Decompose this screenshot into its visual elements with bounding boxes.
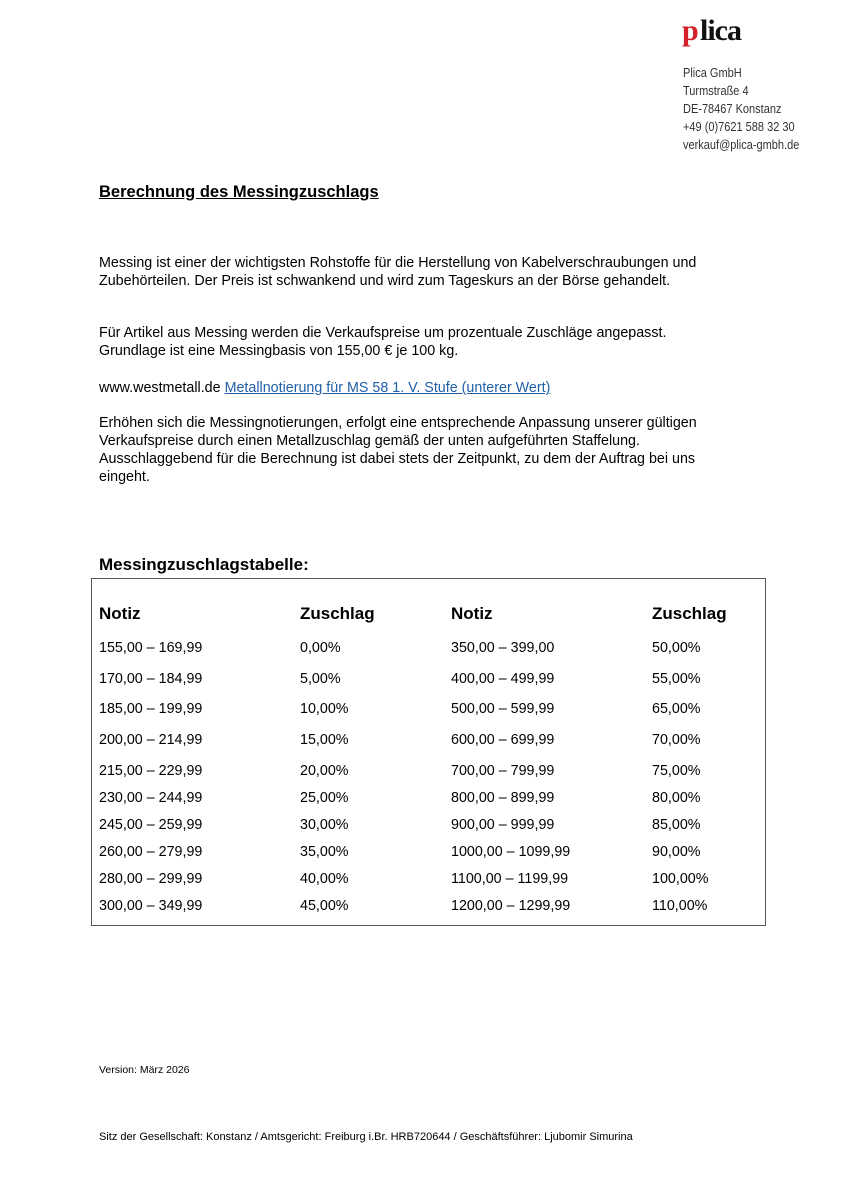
table-cell-notiz-a: 245,00 – 259,99 bbox=[99, 817, 203, 833]
adjustment-line-2: Verkaufspreise durch einen Metallzuschlag gemäß der unten aufgeführten Staffelung. bbox=[99, 433, 640, 449]
company-city: DE-78467 Konstanz bbox=[683, 102, 782, 116]
footer-legal: Sitz der Gesellschaft: Konstanz / Amtsgericht: Freiburg i.Br. HRB720644 / Geschäftsführer: Ljubomir Simurina bbox=[99, 1131, 633, 1143]
table-header-notiz-2: Notiz bbox=[451, 604, 493, 623]
svg-text:p: p bbox=[682, 18, 698, 47]
intro-paragraph bbox=[99, 254, 779, 290]
table-cell-zuschlag-a: 5,00% bbox=[300, 671, 341, 687]
company-phone: +49 (0)7621 588 32 30 bbox=[683, 120, 795, 134]
table-cell-notiz-b: 1200,00 – 1299,99 bbox=[451, 898, 571, 914]
intro-line-1: Messing ist einer der wichtigsten Rohstoffe für die Herstellung von Kabelverschraubungen und bbox=[99, 255, 697, 271]
table-cell-notiz-b: 400,00 – 499,99 bbox=[451, 671, 555, 687]
table-cell-notiz-b: 600,00 – 699,99 bbox=[451, 732, 555, 748]
table-cell-notiz-a: 185,00 – 199,99 bbox=[99, 701, 203, 717]
svg-text:lica: lica bbox=[700, 18, 741, 47]
table-cell-zuschlag-a: 30,00% bbox=[300, 817, 349, 833]
table-cell-notiz-b: 350,00 – 399,00 bbox=[451, 640, 555, 656]
adjustment-paragraph bbox=[99, 414, 779, 486]
table-cell-zuschlag-b: 70,00% bbox=[652, 732, 701, 748]
table-cell-zuschlag-b: 55,00% bbox=[652, 671, 701, 687]
table-cell-zuschlag-a: 40,00% bbox=[300, 871, 349, 887]
company-street: Turmstraße 4 bbox=[683, 84, 749, 98]
table-header-zuschlag-2: Zuschlag bbox=[652, 604, 727, 623]
table-cell-zuschlag-b: 110,00% bbox=[652, 898, 708, 914]
table-cell-zuschlag-b: 65,00% bbox=[652, 701, 701, 717]
basis-line-1: Für Artikel aus Messing werden die Verkaufspreise um prozentuale Zuschläge angepasst. bbox=[99, 325, 667, 341]
source-site: www.westmetall.de bbox=[99, 380, 221, 396]
table-cell-zuschlag-a: 25,00% bbox=[300, 790, 349, 806]
table-header-notiz-1: Notiz bbox=[99, 604, 141, 623]
table-cell-notiz-b: 1000,00 – 1099,99 bbox=[451, 844, 571, 860]
table-cell-notiz-a: 260,00 – 279,99 bbox=[99, 844, 203, 860]
table-cell-notiz-b: 500,00 – 599,99 bbox=[451, 701, 555, 717]
company-address bbox=[683, 64, 799, 154]
table-cell-notiz-b: 900,00 – 999,99 bbox=[451, 817, 555, 833]
table-cell-notiz-a: 215,00 – 229,99 bbox=[99, 763, 203, 779]
table-cell-zuschlag-a: 45,00% bbox=[300, 898, 349, 914]
intro-line-2: Zubehörteilen. Der Preis ist schwankend und wird zum Tageskurs an der Börse gehandelt. bbox=[99, 273, 671, 289]
adjustment-line-4: eingeht. bbox=[99, 469, 150, 485]
table-cell-zuschlag-b: 90,00% bbox=[652, 844, 701, 860]
plica-logo bbox=[682, 18, 772, 52]
adjustment-line-1: Erhöhen sich die Messingnotierungen, erfolgt eine entsprechende Anpassung unserer gültigen bbox=[99, 415, 697, 431]
basis-paragraph bbox=[99, 324, 779, 360]
table-cell-zuschlag-b: 50,00% bbox=[652, 640, 701, 656]
table-cell-zuschlag-b: 85,00% bbox=[652, 817, 701, 833]
table-cell-notiz-a: 230,00 – 244,99 bbox=[99, 790, 203, 806]
table-cell-notiz-b: 1100,00 – 1199,99 bbox=[451, 871, 569, 887]
company-email: verkauf@plica-gmbh.de bbox=[683, 138, 800, 152]
table-cell-notiz-a: 300,00 – 349,99 bbox=[99, 898, 203, 914]
table-title: Messingzuschlagstabelle: bbox=[99, 555, 309, 574]
table-header-zuschlag-1: Zuschlag bbox=[300, 604, 375, 623]
table-cell-zuschlag-a: 0,00% bbox=[300, 640, 341, 656]
basis-line-2: Grundlage ist eine Messingbasis von 155,00 € je 100 kg. bbox=[99, 343, 459, 359]
table-cell-zuschlag-a: 20,00% bbox=[300, 763, 349, 779]
company-name: Plica GmbH bbox=[683, 66, 742, 80]
version-note: Version: März 2026 bbox=[99, 1064, 190, 1076]
table-cell-zuschlag-b: 75,00% bbox=[652, 763, 701, 779]
page-title: Berechnung des Messingzuschlags bbox=[99, 183, 379, 201]
source-paragraph bbox=[99, 379, 779, 397]
table-cell-notiz-b: 800,00 – 899,99 bbox=[451, 790, 555, 806]
table-cell-zuschlag-b: 80,00% bbox=[652, 790, 701, 806]
table-cell-notiz-a: 280,00 – 299,99 bbox=[99, 871, 203, 887]
table-cell-zuschlag-a: 15,00% bbox=[300, 732, 349, 748]
table-cell-zuschlag-b: 100,00% bbox=[652, 871, 709, 887]
table-cell-notiz-a: 155,00 – 169,99 bbox=[99, 640, 203, 656]
table-cell-zuschlag-a: 35,00% bbox=[300, 844, 349, 860]
table-cell-notiz-b: 700,00 – 799,99 bbox=[451, 763, 555, 779]
table-cell-zuschlag-a: 10,00% bbox=[300, 701, 349, 717]
metal-quote-link[interactable]: Metallnotierung für MS 58 1. V. Stufe (unterer Wert) bbox=[224, 380, 551, 396]
table-cell-notiz-a: 170,00 – 184,99 bbox=[99, 671, 203, 687]
adjustment-line-3: Ausschlaggebend für die Berechnung ist dabei stets der Zeitpunkt, zu dem der Auftrag bei uns bbox=[99, 451, 696, 467]
table-cell-notiz-a: 200,00 – 214,99 bbox=[99, 732, 203, 748]
